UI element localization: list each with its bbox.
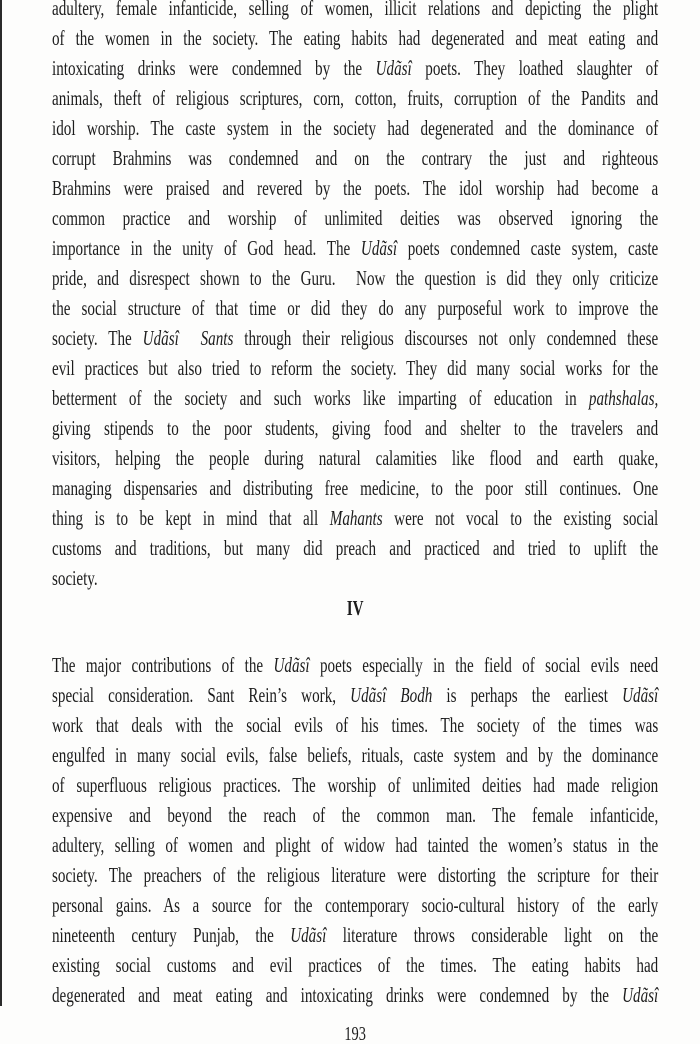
paragraph-1 [52, 0, 658, 593]
text-line [52, 323, 658, 353]
text-line [52, 0, 658, 23]
text-run: existing social customs and evil practices of the times. The eating habits had [52, 953, 659, 977]
italic-text-run: Mahants [329, 506, 383, 530]
text-run: of superfluous religious practices. The worship of unlimited deities had made religion [52, 773, 659, 797]
italic-text-run: Udãsî [622, 983, 659, 1007]
text-line [52, 980, 658, 1010]
text-line [52, 563, 658, 593]
text-run: evil practices but also tried to reform the society. They did many social works for the [52, 356, 659, 380]
text-run: poets condemned caste system, caste [397, 236, 659, 260]
text-run: engulfed in many social evils, false beliefs, rituals, caste system and by the dominance [52, 743, 659, 767]
text-run: poets especially in the field of social evils need [309, 653, 659, 677]
text-run: nineteenth century Punjab, the [52, 923, 291, 947]
text-run: poets. They loathed slaughter of [411, 56, 659, 80]
text-run: corrupt Brahmins was condemned and on the contrary the just and righteous [52, 146, 659, 170]
page-number: 193 [344, 1023, 366, 1044]
text-run: pride, and disrespect shown to the Guru. Now the question is did they only criticize [52, 266, 659, 290]
text-line [52, 650, 658, 680]
text-run: intoxicating drinks were condemned by the [52, 56, 376, 80]
text-line [52, 143, 658, 173]
text-line [52, 263, 658, 293]
text-run: adultery, female infanticide, selling of women, illicit relations and depicting the plight [52, 0, 659, 20]
section-heading: IV [346, 596, 364, 620]
text-line [52, 23, 658, 53]
text-line [52, 503, 658, 533]
text-run: society. [52, 566, 98, 590]
text-run: expensive and beyond the reach of the common man. The female infanticide, [52, 803, 659, 827]
italic-text-run: Udãsî [273, 653, 310, 677]
text-line [52, 413, 658, 443]
text-run: of the women in the society. The eating habits had degenerated and meat eating and [52, 26, 659, 50]
text-run: work that deals with the social evils of his times. The society of the times was [52, 713, 659, 737]
text-run: were not vocal to the existing social [382, 506, 659, 530]
text-run: importance in the unity of God head. The [52, 236, 361, 260]
italic-text-run: Udãsî Sants [142, 326, 234, 350]
text-run: degenerated and meat eating and intoxicating drinks were condemned by the [52, 983, 623, 1007]
text-line [52, 203, 658, 233]
scan-edge-artifact [0, 0, 2, 1006]
text-line [52, 920, 658, 950]
italic-text-run: pathshalas, [588, 386, 659, 410]
text-run: literature throws considerable light on the [326, 923, 659, 947]
text-run: giving stipends to the poor students, giving food and shelter to the travelers and [52, 416, 659, 440]
text-line [52, 890, 658, 920]
text-line [52, 53, 658, 83]
text-line [52, 800, 658, 830]
text-run: adultery, selling of women and plight of widow had tainted the women’s status in the [52, 833, 659, 857]
text-run: visitors, helping the people during natural calamities like flood and earth quake, [52, 446, 659, 470]
italic-text-run: Udãsî [360, 236, 398, 260]
text-run: animals, theft of religious scriptures, corn, cotton, fruits, corruption of the Pandits and [52, 86, 659, 110]
text-line [52, 533, 658, 563]
text-line [52, 83, 658, 113]
text-line [52, 740, 658, 770]
text-run: through their religious discourses not only condemned these [233, 326, 659, 350]
text-line [52, 233, 658, 263]
text-line [52, 770, 658, 800]
text-run: managing dispensaries and distributing free medicine, to the poor still continues. One [52, 476, 659, 500]
text-line [52, 353, 658, 383]
italic-text-run: Udãsî [290, 923, 327, 947]
text-line [52, 680, 658, 710]
text-run: special consideration. Sant Rein’s work, [52, 683, 351, 707]
italic-text-run: Udãsî Bodh [350, 683, 433, 707]
text-run: personal gains. As a source for the contemporary socio-cultural history of the early [52, 893, 659, 917]
text-column [52, 0, 658, 1044]
text-line [52, 860, 658, 890]
text-run: is perhaps the earliest [432, 683, 623, 707]
text-line [52, 710, 658, 740]
text-line [52, 443, 658, 473]
text-line [52, 950, 658, 980]
text-run: customs and traditions, but many did preach and practiced and tried to uplift the [52, 536, 659, 560]
text-run: the social structure of that time or did they do any purposeful work to improve the [52, 296, 659, 320]
text-line [52, 473, 658, 503]
paragraph-2 [52, 650, 658, 1010]
text-line [52, 293, 658, 323]
text-run: society. The preachers of the religious literature were distorting the scripture for their [52, 863, 659, 887]
text-run: idol worship. The caste system in the society had degenerated and the dominance of [52, 116, 659, 140]
text-run: thing is to be kept in mind that all [52, 506, 330, 530]
italic-text-run: Udãsî [375, 56, 412, 80]
text-run: common practice and worship of unlimited deities was observed ignoring the [52, 206, 659, 230]
text-line [52, 383, 658, 413]
text-line [52, 173, 658, 203]
text-run: society. The [52, 326, 143, 350]
italic-text-run: Udãsî [622, 683, 659, 707]
text-run: betterment of the society and such works like imparting of education in [52, 386, 589, 410]
text-run: The major contributions of the [52, 653, 274, 677]
text-line [52, 830, 658, 860]
text-line [52, 113, 658, 143]
text-run: Brahmins were praised and revered by the poets. The idol worship had become a [52, 176, 659, 200]
